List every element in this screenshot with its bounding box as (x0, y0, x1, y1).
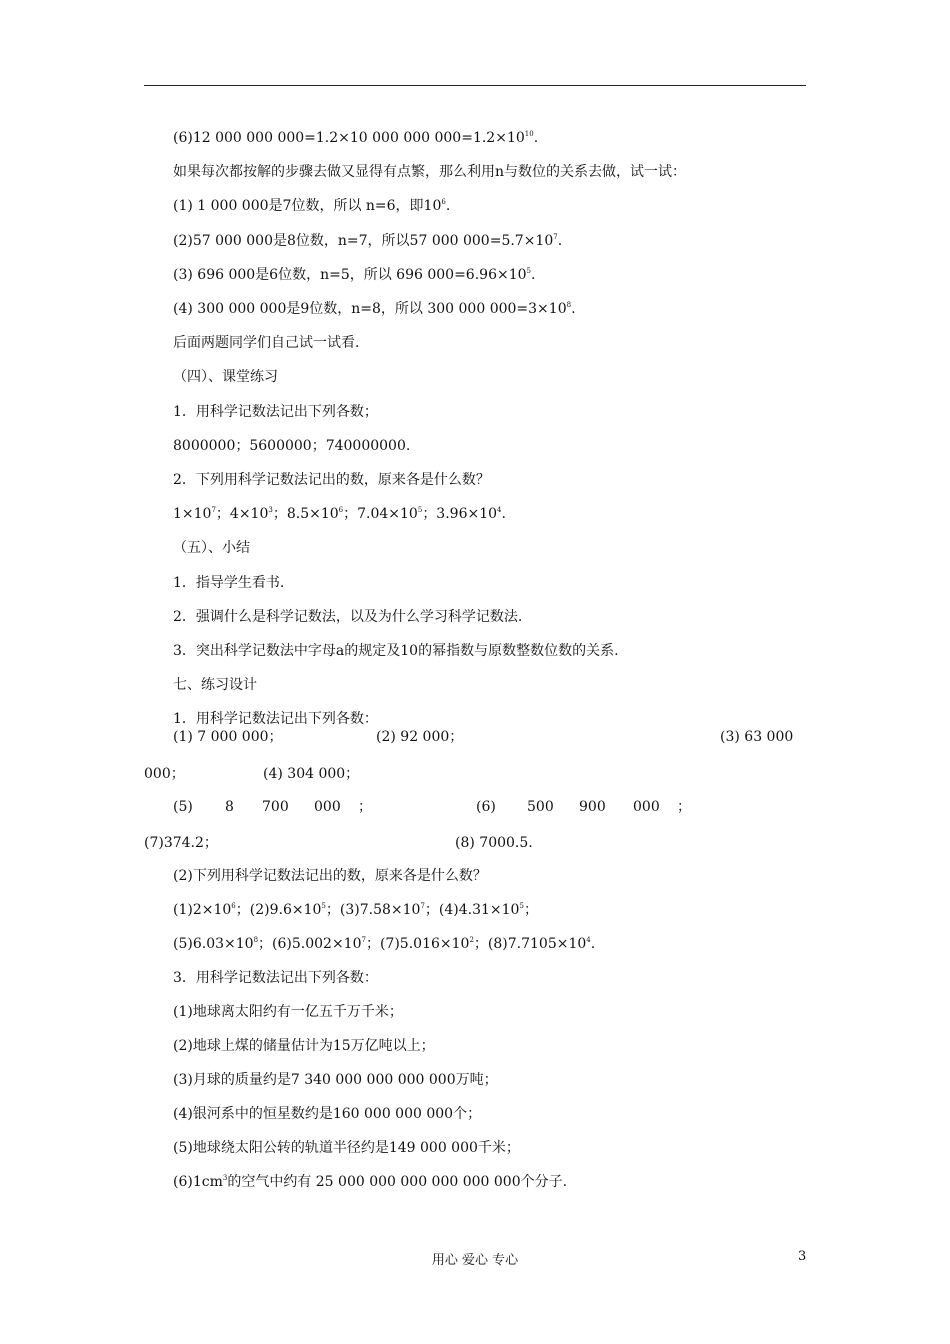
text-line (173, 1104, 481, 1124)
superscript: 5 (417, 506, 423, 515)
text-line (173, 504, 506, 524)
text-run: 1．用科学记数法记出下列各数； (173, 403, 378, 420)
text-line (173, 675, 257, 695)
ex1-item-7: (7)374.2； (144, 835, 218, 851)
text-run: ；8.5×10 (272, 506, 339, 523)
footer-slogan: 用心 爱心 专心 (431, 1253, 519, 1268)
text-run: 1．用科学记数法记出下列各数： (173, 711, 378, 728)
text-run: (5)6.03×10 (173, 936, 254, 952)
text-run: 七、练习设计 (173, 677, 257, 694)
text-line (173, 968, 378, 988)
header-rule (144, 85, 806, 86)
text-line (173, 162, 686, 182)
ex1-item-6-label: (6) (476, 799, 496, 815)
text-run: 的空气中约有 25 000 000 000 000 000 000个分子. (227, 1174, 568, 1190)
text-line (173, 470, 490, 490)
text-run: ；4×10 (215, 506, 269, 523)
ex1-item-5-part: 8 (225, 799, 234, 815)
text-run: 3．用科学记数法记出下列各数： (173, 970, 378, 986)
superscript: 4 (497, 506, 502, 515)
text-run: ；7.04×10 (343, 506, 418, 523)
text-run: (3) 696 000是6位数，n=5，所以 696 000=6.96×10 (173, 266, 527, 283)
superscript: 5 (526, 266, 531, 275)
ex1-item-4: (4) 304 000； (263, 766, 360, 782)
superscript: 5 (519, 902, 524, 910)
text-run: . (501, 506, 506, 523)
ex1-item-8: (8) 7000.5. (455, 835, 533, 851)
text-line (173, 538, 250, 558)
superscript: 6 (441, 198, 446, 207)
text-run: . (590, 936, 596, 952)
superscript: 4 (586, 936, 591, 944)
superscript: 6 (338, 506, 344, 515)
superscript: 8 (566, 301, 572, 309)
text-line (173, 333, 359, 353)
text-run: 2．下列用科学记数法记出的数，原来各是什么数？ (173, 472, 490, 488)
text-run: . (533, 130, 539, 146)
ex1-item-3: (3) 63 000 (720, 729, 794, 745)
text-run: (6)1cm (173, 1174, 223, 1190)
ex1-item-1: (1) 7 000 000； (173, 729, 283, 745)
text-run: (5)地球绕太阳公转的轨道半径约是149 000 000千米； (173, 1140, 520, 1156)
text-run: ；(3)7.58×10 (325, 902, 421, 918)
text-run: ； (523, 902, 538, 918)
ex1-item-6-part: 000 (633, 799, 660, 815)
ex1-item-5-part: 000 (314, 799, 341, 815)
superscript: 6 (231, 902, 236, 910)
superscript: 3 (222, 1174, 228, 1182)
superscript: 7 (361, 936, 366, 944)
text-run: (1)地球离太阳约有一亿五千万千米； (173, 1004, 403, 1020)
text-run: (1) 1 000 000是7位数，所以 n=6，即10 (173, 198, 442, 215)
text-run: (3)月球的质量约是7 340 000 000 000 000万吨； (173, 1072, 498, 1088)
text-line (173, 866, 487, 886)
text-line (173, 1138, 520, 1158)
text-run: (2)下列用科学记数法记出的数，原来各是什么数？ (173, 868, 487, 884)
ex1-item-5-part: ； (358, 799, 372, 815)
text-line (173, 641, 619, 661)
text-run: . (445, 198, 451, 215)
text-run: ；(4)4.31×10 (424, 902, 520, 918)
text-run: . (557, 232, 563, 249)
text-line (173, 1172, 567, 1192)
text-line (173, 128, 538, 148)
text-run: (4) 300 000 000是9位数，n=8，所以 300 000 000=3×10 (173, 301, 567, 317)
text-run: 8000000；5600000；740000000. (173, 437, 411, 454)
ex1-item-2: (2) 92 000； (376, 729, 464, 745)
text-line (173, 196, 450, 216)
text-line (173, 934, 595, 954)
text-run: (2)57 000 000是8位数，n=7，所以57 000 000=5.7×10 (173, 232, 554, 249)
superscript: 2 (469, 936, 474, 944)
ex1-item-6-part: 500 (527, 799, 554, 815)
superscript: 5 (321, 902, 326, 910)
text-run: . (571, 301, 576, 317)
superscript: 8 (253, 936, 259, 944)
text-line (173, 573, 284, 593)
text-run: 1．指导学生看书. (173, 574, 285, 591)
text-line (173, 1036, 435, 1056)
text-run: . (531, 266, 536, 283)
text-line (173, 607, 522, 627)
superscript: 7 (553, 232, 558, 241)
text-run: 2．强调什么是科学记数法，以及为什么学习科学记数法. (173, 608, 523, 625)
text-line (173, 402, 378, 422)
text-line (173, 231, 562, 251)
text-line (173, 367, 278, 387)
ex1-item-5-part: 700 (262, 799, 289, 815)
ex1-item-5-label: (5) (173, 799, 193, 815)
text-run: 1×10 (173, 506, 212, 523)
page-number: 3 (798, 1249, 807, 1264)
superscript: 3 (268, 506, 273, 515)
text-run: 3．突出科学记数法中字母a的规定及10的幂指数与原数整数位数的关系. (173, 643, 619, 659)
text-line (173, 436, 410, 456)
text-run: ；3.96×10 (422, 506, 498, 523)
text-run: 如果每次都按解的步骤去做又显得有点繁，那么利用n与数位的关系去做，试一试： (173, 164, 687, 181)
superscript: 7 (211, 506, 216, 515)
text-run: ；(8)7.7105×10 (473, 936, 587, 952)
superscript: 7 (420, 902, 425, 910)
text-run: (6)12 000 000 000=1.2×10 000 000 000=1.2×10 (173, 130, 525, 146)
text-run: (1)2×10 (173, 902, 232, 918)
text-run: ；(2)9.6×10 (235, 902, 322, 918)
text-line (173, 265, 535, 285)
text-line (173, 1070, 498, 1090)
text-run: (4)银河系中的恒星数约是160 000 000 000个； (173, 1106, 482, 1122)
superscript: 10 (524, 130, 534, 138)
text-run: ；(7)5.016×10 (365, 936, 470, 952)
text-run: (2)地球上煤的储量估计为15万亿吨以上； (173, 1038, 435, 1054)
ex1-item-6-part: 900 (579, 799, 606, 815)
text-run: 后面两题同学们自己试一试看. (173, 335, 360, 352)
ex1-item-6-part: ； (677, 799, 691, 815)
text-run: （五）、小结 (173, 540, 250, 557)
text-run: （四）、课堂练习 (173, 369, 278, 386)
text-line (173, 299, 576, 319)
ex1-item-3-cont: 000； (144, 766, 185, 782)
text-line (173, 1002, 403, 1022)
text-line (173, 900, 538, 920)
text-run: ；(6)5.002×10 (258, 936, 362, 952)
